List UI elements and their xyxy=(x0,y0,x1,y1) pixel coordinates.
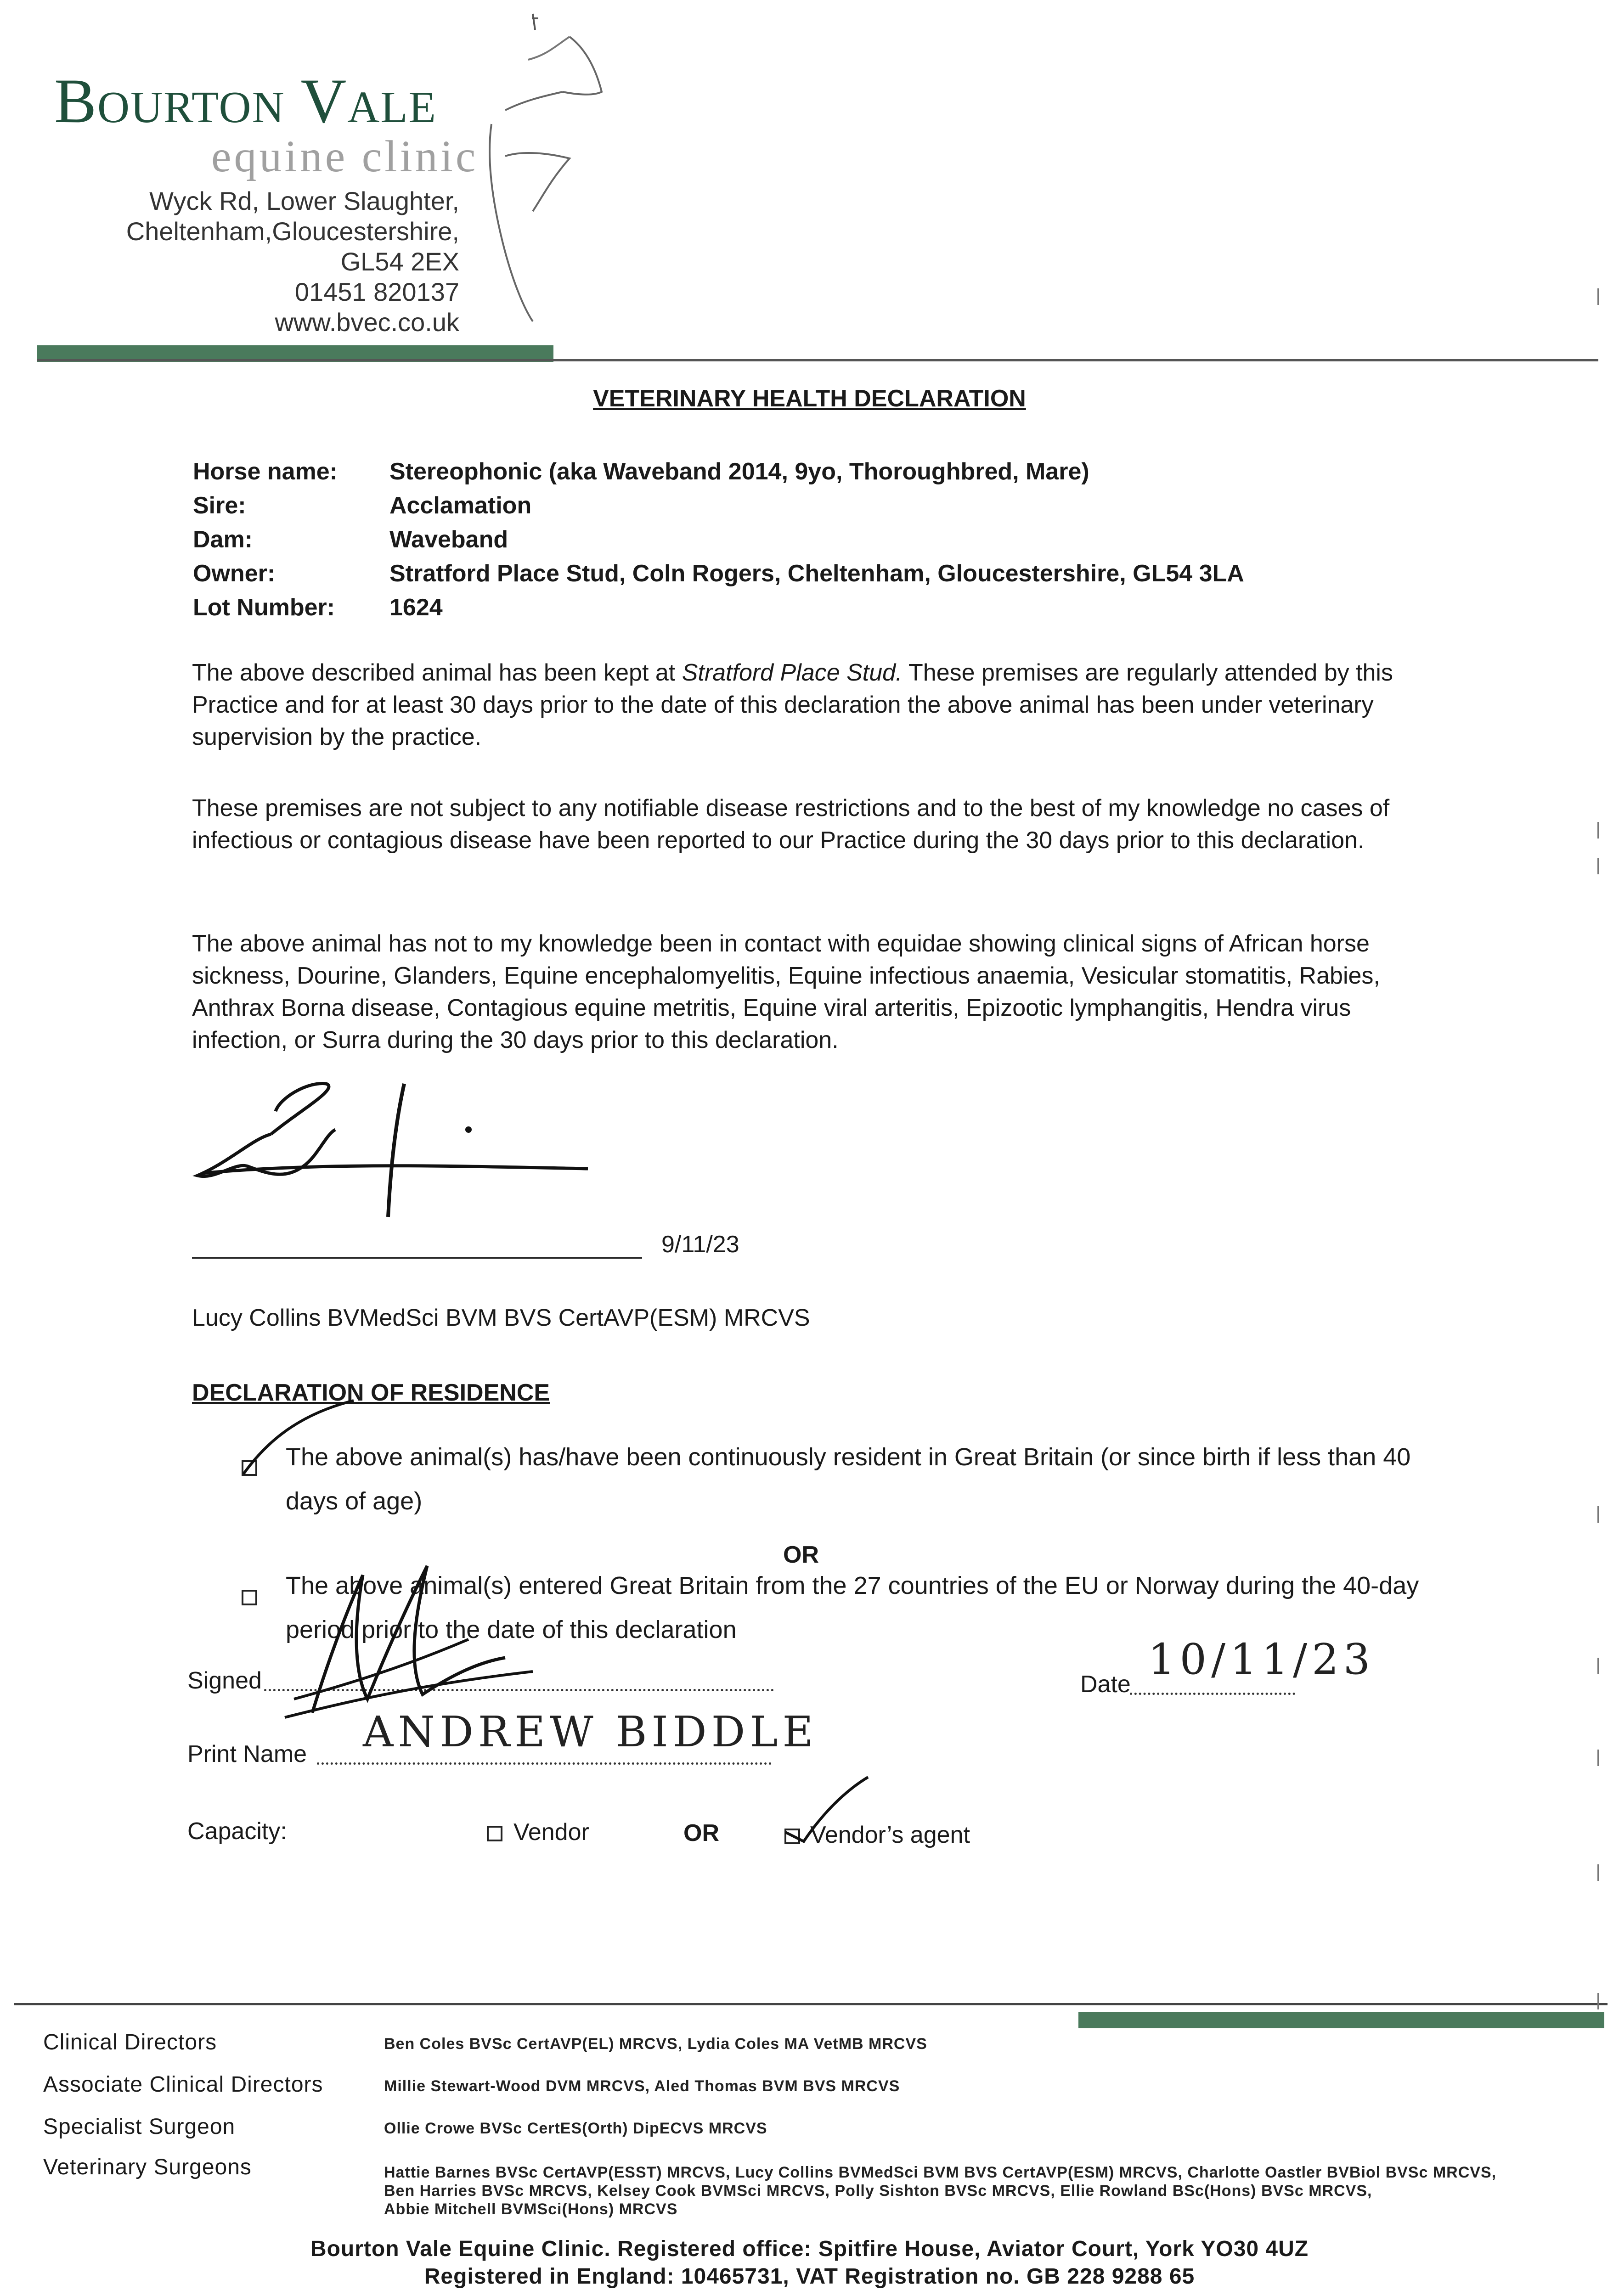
vet-signature xyxy=(188,1070,602,1221)
document-title: VETERINARY HEALTH DECLARATION xyxy=(593,385,1026,412)
directors-label-vets: Veterinary Surgeons xyxy=(43,2155,252,2179)
directors-value-associate: Millie Stewart-Wood DVM MRCVS, Aled Thomas BVM BVS MRCVS xyxy=(384,2077,900,2095)
clinic-website: www.bvec.co.uk xyxy=(275,308,459,337)
print-name-value: ANDREW BIDDLE xyxy=(363,1707,818,1756)
capacity-vendor-label: Vendor xyxy=(513,1819,589,1846)
footer-registration: Registered in England: 10465731, VAT Registration no. GB 228 9288 65 xyxy=(424,2264,1195,2289)
detail-row-sire xyxy=(193,489,1244,523)
directors-value-vets-line: Abbie Mitchell BVMSci(Hons) MRCVS xyxy=(384,2200,678,2218)
detail-label: Horse name: xyxy=(193,458,338,485)
directors-value-clinical: Ben Coles BVSc CertAVP(EL) MRCVS, Lydia Coles MA VetMB MRCVS xyxy=(384,2035,927,2053)
horse-details xyxy=(193,455,1244,625)
directors-value-vets-line: Ben Harries BVSc MRCVS, Kelsey Cook BVMSci MRCVS, Polly Sishton BVSc MRCVS, Ellie Rowland BSc(Hons) BVSc MRCVS, xyxy=(384,2182,1372,2200)
scan-edge-mark xyxy=(1597,1506,1599,1523)
clinic-address xyxy=(126,186,459,338)
scan-edge-mark xyxy=(1597,822,1599,838)
clinic-subtitle: equine clinic xyxy=(211,132,479,181)
residence-option1-text: The above animal(s) has/have been continuously resident in Great Britain (or since birth if less than 40 days of age) xyxy=(286,1443,1411,1515)
scan-edge-mark xyxy=(1597,1750,1599,1766)
vet-signature-date: 9/11/23 xyxy=(661,1231,739,1258)
date-label: Date xyxy=(1080,1671,1131,1698)
detail-label: Owner: xyxy=(193,560,276,587)
address-line: Wyck Rd, Lower Slaughter, xyxy=(149,186,459,215)
detail-row-owner xyxy=(193,557,1244,591)
clinic-phone: 01451 820137 xyxy=(294,277,459,306)
detail-row-horse-name xyxy=(193,455,1244,489)
scan-edge-mark xyxy=(1597,1993,1599,2009)
scan-edge-mark xyxy=(1597,288,1599,305)
residence-option2-text: The above animal(s) entered Great Britain from the 27 countries of the EU or Norway during the 40-day period prior to the date of this declaration xyxy=(286,1572,1419,1643)
scan-edge-mark xyxy=(1597,858,1599,874)
scan-edge-mark xyxy=(1597,1658,1599,1674)
detail-value: Waveband xyxy=(389,526,508,553)
detail-value: 1624 xyxy=(389,594,443,621)
directors-label-clinical: Clinical Directors xyxy=(43,2030,217,2054)
paragraph-restrictions: These premises are not subject to any notifiable disease restrictions and to the best of my knowledge no cases of infectious or contagious disease have been reported to our Practice during the 30 days prior to this declaration. xyxy=(192,795,1390,854)
footer-rule-accent xyxy=(1078,2012,1604,2028)
capacity-agent-label: Vendor’s agent xyxy=(810,1822,970,1848)
paragraph-text: These premises are regularly attended by this Practice and for at least 30 days prior to the date of this declaration the above animal has been under veterinary supervision by the practice. xyxy=(192,659,1393,750)
detail-row-dam xyxy=(193,523,1244,557)
detail-value: Acclamation xyxy=(389,492,532,519)
clinic-name: Bourton Vale xyxy=(54,66,437,136)
directors-label-associate: Associate Clinical Directors xyxy=(43,2072,323,2097)
horse-head-logo-icon xyxy=(478,5,615,326)
paragraph-text: The above described animal has been kept at xyxy=(192,659,682,686)
capacity-or: OR xyxy=(683,1820,719,1846)
capacity-label: Capacity: xyxy=(187,1818,287,1845)
residence-option2-checkbox[interactable] xyxy=(242,1590,257,1605)
detail-label: Lot Number: xyxy=(193,594,335,621)
detail-label: Dam: xyxy=(193,526,253,553)
agent-signature xyxy=(276,1548,551,1722)
print-name-line[interactable] xyxy=(317,1762,772,1765)
capacity-vendor-checkbox[interactable] xyxy=(487,1826,502,1841)
residence-date: 10/11/23 xyxy=(1148,1635,1375,1684)
header-rule xyxy=(37,359,1598,361)
footer-registered-office: Bourton Vale Equine Clinic. Registered office: Spitfire House, Aviator Court, York YO30 4UZ xyxy=(310,2237,1309,2261)
vet-name: Lucy Collins BVMedSci BVM BVS CertAVP(ESM) MRCVS xyxy=(192,1305,810,1331)
paragraph-diseases: The above animal has not to my knowledge been in contact with equidae showing clinical signs of African horse sickness, Dourine, Glanders, Equine encephalomyelitis, Equine infectious anaemia, Vesicular stomatitis, Rabies, Anthrax Borna disease, Contagious equine metritis, Equine viral arteritis, Epizootic lymphangitis, Hendra virus infection, or Surra during the 30 days prior to this declaration. xyxy=(192,930,1380,1053)
date-line[interactable] xyxy=(1130,1693,1295,1695)
scan-edge-mark xyxy=(1597,1864,1599,1881)
signed-label: Signed xyxy=(187,1667,262,1694)
premises-name: Stratford Place Stud. xyxy=(682,659,903,686)
directors-value-specialist: Ollie Crowe BVSc CertES(Orth) DipECVS MRCVS xyxy=(384,2120,767,2137)
directors-label-specialist: Specialist Surgeon xyxy=(43,2115,236,2139)
detail-label: Sire: xyxy=(193,492,246,519)
address-line: GL54 2EX xyxy=(340,247,459,276)
residence-or: OR xyxy=(783,1542,819,1568)
detail-value: Stereophonic (aka Waveband 2014, 9yo, Thoroughbred, Mare) xyxy=(389,458,1089,485)
detail-value: Stratford Place Stud, Coln Rogers, Cheltenham, Gloucestershire, GL54 3LA xyxy=(389,560,1244,587)
detail-row-lot-number xyxy=(193,591,1244,625)
residence-heading: DECLARATION OF RESIDENCE xyxy=(192,1379,550,1406)
print-name-label: Print Name xyxy=(187,1741,307,1767)
paragraph-premises xyxy=(192,657,1441,753)
directors-value-vets-line: Hattie Barnes BVSc CertAVP(ESST) MRCVS, Lucy Collins BVMedSci BVM BVS CertAVP(ESM) MRCVS, Charlotte Oastler BVBiol BVSc MRCVS, xyxy=(384,2164,1497,2181)
footer-rule xyxy=(14,2003,1608,2005)
address-line: Cheltenham,Gloucestershire, xyxy=(126,217,459,246)
signature-line xyxy=(192,1257,642,1259)
